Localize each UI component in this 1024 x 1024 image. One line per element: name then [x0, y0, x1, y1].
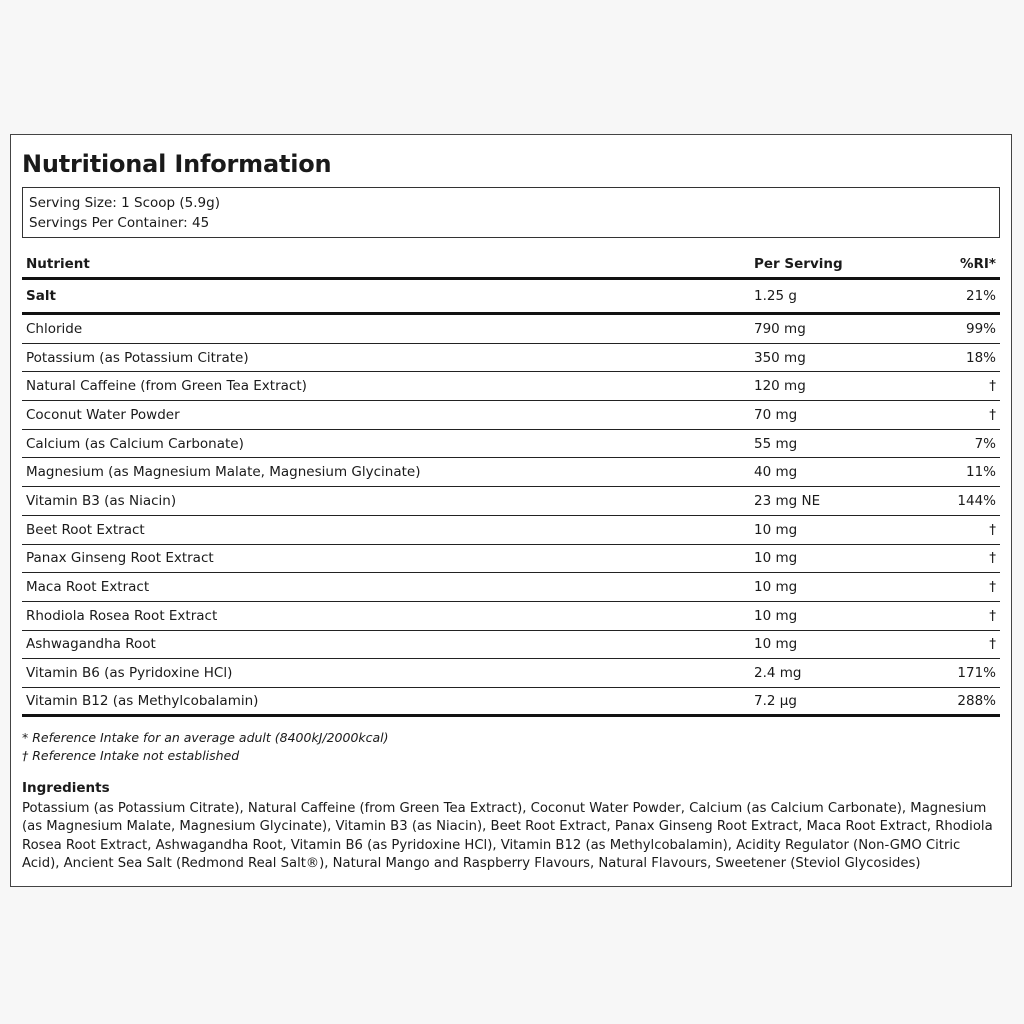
table-row — [22, 430, 1000, 459]
ingredients-title: Ingredients — [22, 779, 110, 796]
nutrient-ri: 11% — [965, 464, 996, 481]
nutrient-amount: 350 mg — [754, 349, 806, 366]
ri-footnote: * Reference Intake for an average adult (8400kJ/2000kcal) — [22, 729, 389, 745]
nutrient-amount: 10 mg — [754, 579, 798, 596]
table-row — [22, 401, 1000, 430]
nutrient-amount: 23 mg NE — [754, 492, 821, 509]
table-row — [22, 487, 1000, 516]
nutrition-panel — [10, 134, 1012, 887]
table-row — [22, 659, 1000, 688]
nutrient-amount: 7.2 µg — [754, 692, 797, 709]
nutrient-ri: 171% — [957, 665, 996, 682]
table-row — [22, 631, 1000, 660]
nutrition-table — [22, 250, 1000, 717]
nutrient-name: Ashwagandha Root — [26, 636, 156, 653]
table-row — [22, 344, 1000, 373]
nutrient-amount: 10 mg — [754, 636, 798, 653]
nutrient-name: Vitamin B3 (as Niacin) — [26, 492, 177, 509]
table-row — [22, 315, 1000, 344]
serving-info-box — [22, 187, 1000, 238]
nutrient-name: Salt — [26, 288, 56, 304]
nutrient-amount: 120 mg — [754, 378, 806, 395]
table-row — [22, 688, 1000, 717]
table-row — [22, 372, 1000, 401]
nutrient-name: Magnesium (as Magnesium Malate, Magnesium Glycinate) — [26, 464, 421, 481]
table-body — [22, 315, 1000, 717]
nutrient-ri: 144% — [957, 492, 996, 509]
nutrient-amount: 10 mg — [754, 521, 798, 538]
nutrient-name: Chloride — [26, 320, 83, 337]
table-row — [22, 602, 1000, 631]
nutrient-name: Calcium (as Calcium Carbonate) — [26, 435, 244, 452]
table-header-row — [22, 250, 1000, 280]
nutrient-ri: † — [989, 636, 996, 653]
nutrient-ri: † — [989, 607, 996, 624]
nutrient-ri: 18% — [965, 349, 996, 366]
panel-title: Nutritional Information — [22, 150, 332, 178]
nutrient-name: Natural Caffeine (from Green Tea Extract) — [26, 378, 307, 395]
serving-size: Serving Size: 1 Scoop (5.9g) — [29, 195, 220, 211]
nutrient-amount: 70 mg — [754, 406, 798, 423]
table-row — [22, 545, 1000, 574]
header-nutrient: Nutrient — [26, 255, 90, 272]
nutrient-amount: 1.25 g — [754, 288, 797, 304]
nutrient-ri: † — [989, 406, 996, 423]
nutrient-amount: 10 mg — [754, 607, 798, 624]
nutrient-ri: 7% — [974, 435, 996, 452]
nutrient-name: Coconut Water Powder — [26, 406, 180, 423]
nutrient-ri: † — [989, 579, 996, 596]
nutrient-name: Rhodiola Rosea Root Extract — [26, 607, 218, 624]
header-per-serving: Per Serving — [754, 255, 843, 272]
servings-per-container: Servings Per Container: 45 — [29, 214, 210, 231]
table-row — [22, 573, 1000, 602]
nutrient-ri: 288% — [957, 692, 996, 709]
nutrient-amount: 790 mg — [754, 320, 806, 337]
footnotes — [22, 729, 1000, 766]
nutrient-amount: 40 mg — [754, 464, 798, 481]
table-row-salt — [22, 280, 1000, 315]
ingredients-text: Potassium (as Potassium Citrate), Natural Caffeine (from Green Tea Extract), Coconut Water Powder, Calcium (as Calcium Carbonate), Magnesium (as Magnesium Malate, Magnesium Glycinate), Vitamin B3 (as Niacin), Beet Root Extract, Panax Ginseng Root Extract, Maca Root Extract, Rhodiola Rosea Root Extract, Ashwagandha Root, Vitamin B6 (as Pyridoxine HCl), Vitamin B12 (as Methylcobalamin), Acidity Regulator (Non-GMO Citric Acid), Ancient Sea Salt (Redmond Real Salt®), Natural Mango and Raspberry Flavours, Natural Flavours, Sweetener (Steviol Glycosides) — [22, 800, 993, 872]
nutrient-ri: † — [989, 521, 996, 538]
table-row — [22, 516, 1000, 545]
table-row — [22, 458, 1000, 487]
nutrient-name: Potassium (as Potassium Citrate) — [26, 349, 249, 366]
nutrient-ri: † — [989, 378, 996, 395]
header-ri: %RI* — [959, 255, 996, 272]
nutrient-amount: 10 mg — [754, 550, 798, 567]
nutrient-ri: 99% — [965, 320, 996, 337]
nutrient-amount: 55 mg — [754, 435, 798, 452]
nutrient-ri: 21% — [965, 288, 996, 304]
nutrient-name: Beet Root Extract — [26, 521, 145, 538]
nutrient-name: Vitamin B6 (as Pyridoxine HCl) — [26, 665, 233, 682]
nutrient-name: Maca Root Extract — [26, 579, 150, 596]
nutrient-ri: † — [989, 550, 996, 567]
nutrient-amount: 2.4 mg — [754, 665, 802, 682]
nutrient-name: Vitamin B12 (as Methylcobalamin) — [26, 692, 259, 709]
nutrient-name: Panax Ginseng Root Extract — [26, 550, 214, 567]
dagger-footnote: † Reference Intake not established — [22, 748, 240, 764]
